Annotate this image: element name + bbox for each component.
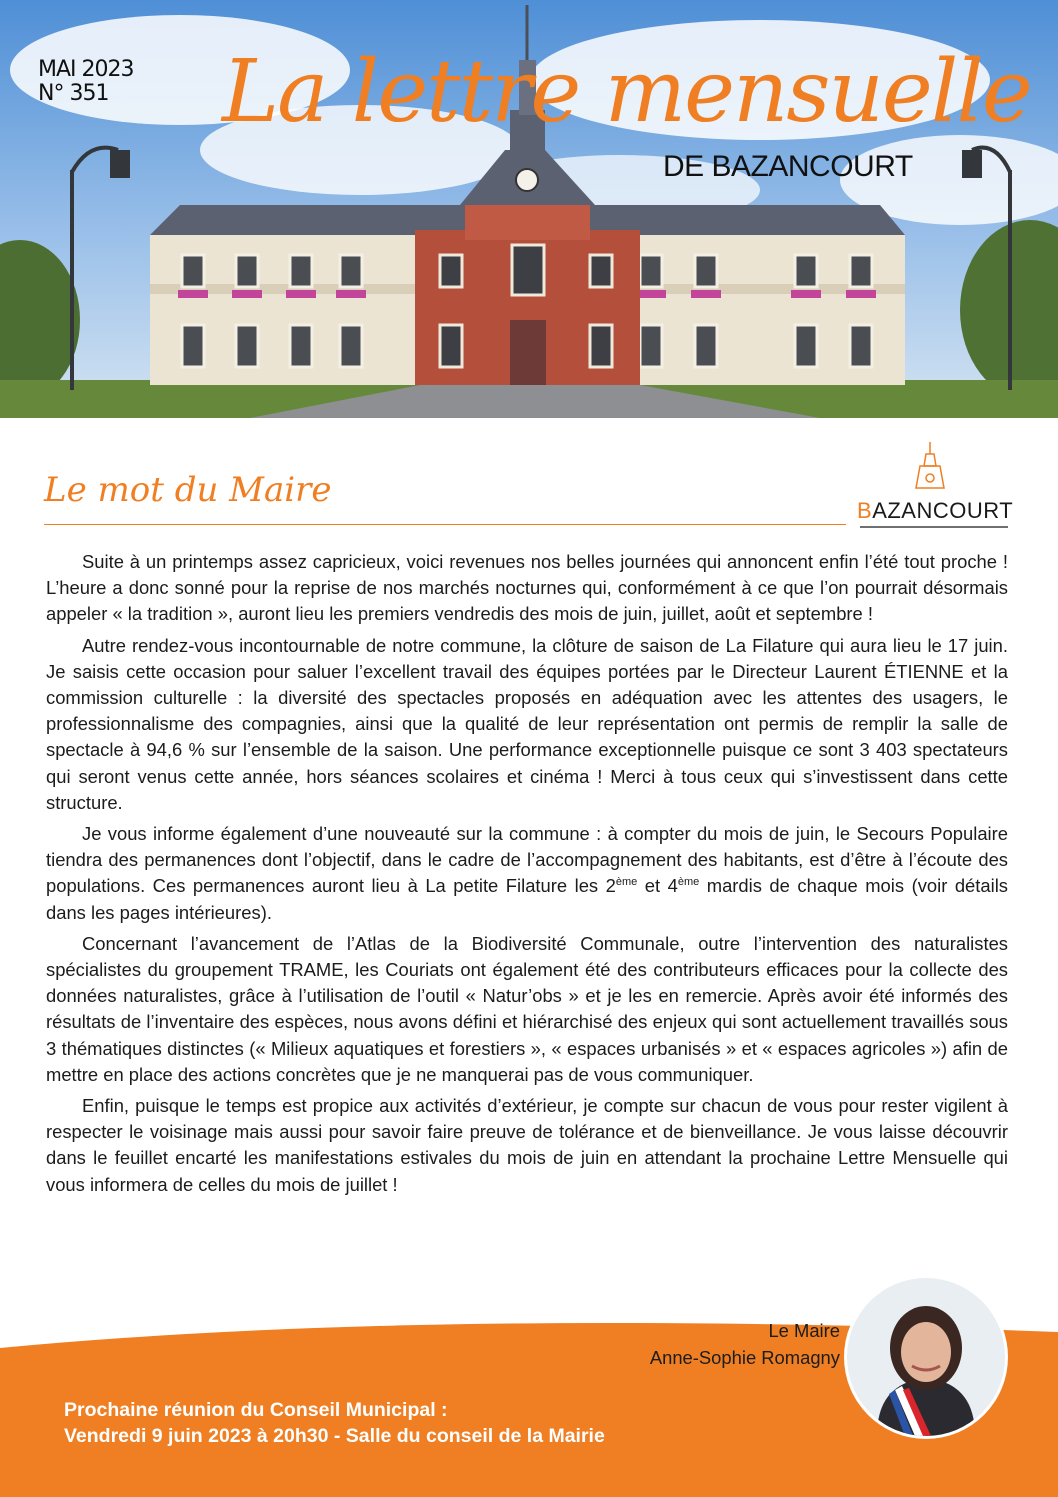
issue-number: N° 351 [38, 81, 109, 106]
p3-part-a: Je vous informe également d’une nouveauté sur la commune : à compter du mois de juin, le Secours Populaire tiendra des permanences dont l’objectif, dans le cadre de l’accompagnement des habitants, est d’être à l’écoute des populations. Ces permanences auront lieu à La petite Filature les 2 [46, 823, 1008, 897]
meeting-details: Vendredi 9 juin 2023 à 20h30 - Salle du conseil de la Mairie [64, 1425, 605, 1447]
logo-rest: AZANCOURT [872, 498, 1014, 523]
p3-part-b: et 4 [637, 875, 678, 897]
logo-first-letter: B [857, 498, 873, 523]
letter-paragraph-2: Autre rendez-vous incontournable de notre commune, la clôture de saison de La Filature qui aura lieu le 17 juin. Je saisis cette occasion pour saluer l’excellent travail des équipes portées par le Directeur Laurent ÉTIENNE et la commission culturelle : la diversité des spectacles proposés en adéquation avec les attentes des usagers, le professionnalisme des compagnies, ainsi que la qualité de leur représentation ont permis de remplir la salle de spectacle à 94,6 % sur l’ensemble de la saison. Une performance exceptionnelle puisque ce sont 3 403 spectateurs qui seront venus cette année, hors séances scolaires et cinéma ! Merci à tous ceux qui s’investissent dans cette structure. [46, 634, 1008, 813]
newsletter-subtitle: DE BAZANCOURT [663, 150, 913, 183]
issue-info [38, 58, 134, 106]
signature [650, 1317, 840, 1371]
signature-name: Anne-Sophie Romagny [649, 1347, 840, 1368]
p3-superscript-1: ème [615, 876, 638, 889]
letter-paragraph-1: Suite à un printemps assez capricieux, voici revenues nos belles journées qui annoncent enfin l’été tout proche ! L’heure a donc sonné pour la reprise de nos marchés nocturnes qui, conformément à ce que l’on pourrait désormais appeler « la tradition », auront lieu les premiers vendredis des mois de juin, juillet, août et septembre ! [46, 551, 1008, 625]
newsletter-title: La lettre mensuelle [222, 42, 1031, 142]
header-photo [0, 0, 1058, 418]
section-divider [44, 524, 846, 525]
p3-superscript-2: ème [677, 876, 700, 889]
letter-paragraph-4: Concernant l’avancement de l’Atlas de la Biodiversité Communale, outre l’intervention des naturalistes spécialistes du groupement TRAME, les Couriats ont également été des contributeurs efficaces pour la collecte des données naturalistes, grâce à l’utilisation de l’outil « Natur’obs » et je les en remercie. Après avoir été informés des résultats de l’inventaire des espèces, nous avons défini et hiérarchisé des enjeux qui sont actuellement travaillés sous 3 thématiques distinctes (« Milieux aquatiques et forestiers », « espaces urbanisés » et « espaces agricoles ») afin de mettre en place des actions concrètes que je ne manquerai pas de vous communiquer. [46, 932, 1008, 1085]
issue-date: MAI 2023 [38, 57, 134, 82]
mayor-portrait [847, 1278, 1005, 1436]
signature-role: Le Maire [768, 1320, 840, 1341]
town-logo-wordmark [857, 498, 1013, 524]
council-meeting-notice [64, 1397, 605, 1449]
letter-paragraph-5: Enfin, puisque le temps est propice aux activités d’extérieur, je compte sur chacun de vous pour rester vigilent à respecter le voisinage mais aussi pour savoir faire preuve de tolérance et de bienveillance. Je vous laisse découvrir dans le feuillet encarté les manifestations estivales du mois de juin en attendant la prochaine Lettre Mensuelle qui vous informera de celles du mois de juillet ! [46, 1095, 1008, 1195]
meeting-heading: Prochaine réunion du Conseil Municipal : [64, 1399, 448, 1421]
letter-paragraph-3 [46, 821, 1008, 926]
section-title: Le mot du Maire [44, 470, 332, 510]
mayor-portrait-illustration [847, 1278, 1005, 1436]
p3-part-c: mardis de chaque mois (voir détails dans les pages intérieures). [46, 875, 1008, 923]
mayor-letter [46, 549, 1008, 1203]
